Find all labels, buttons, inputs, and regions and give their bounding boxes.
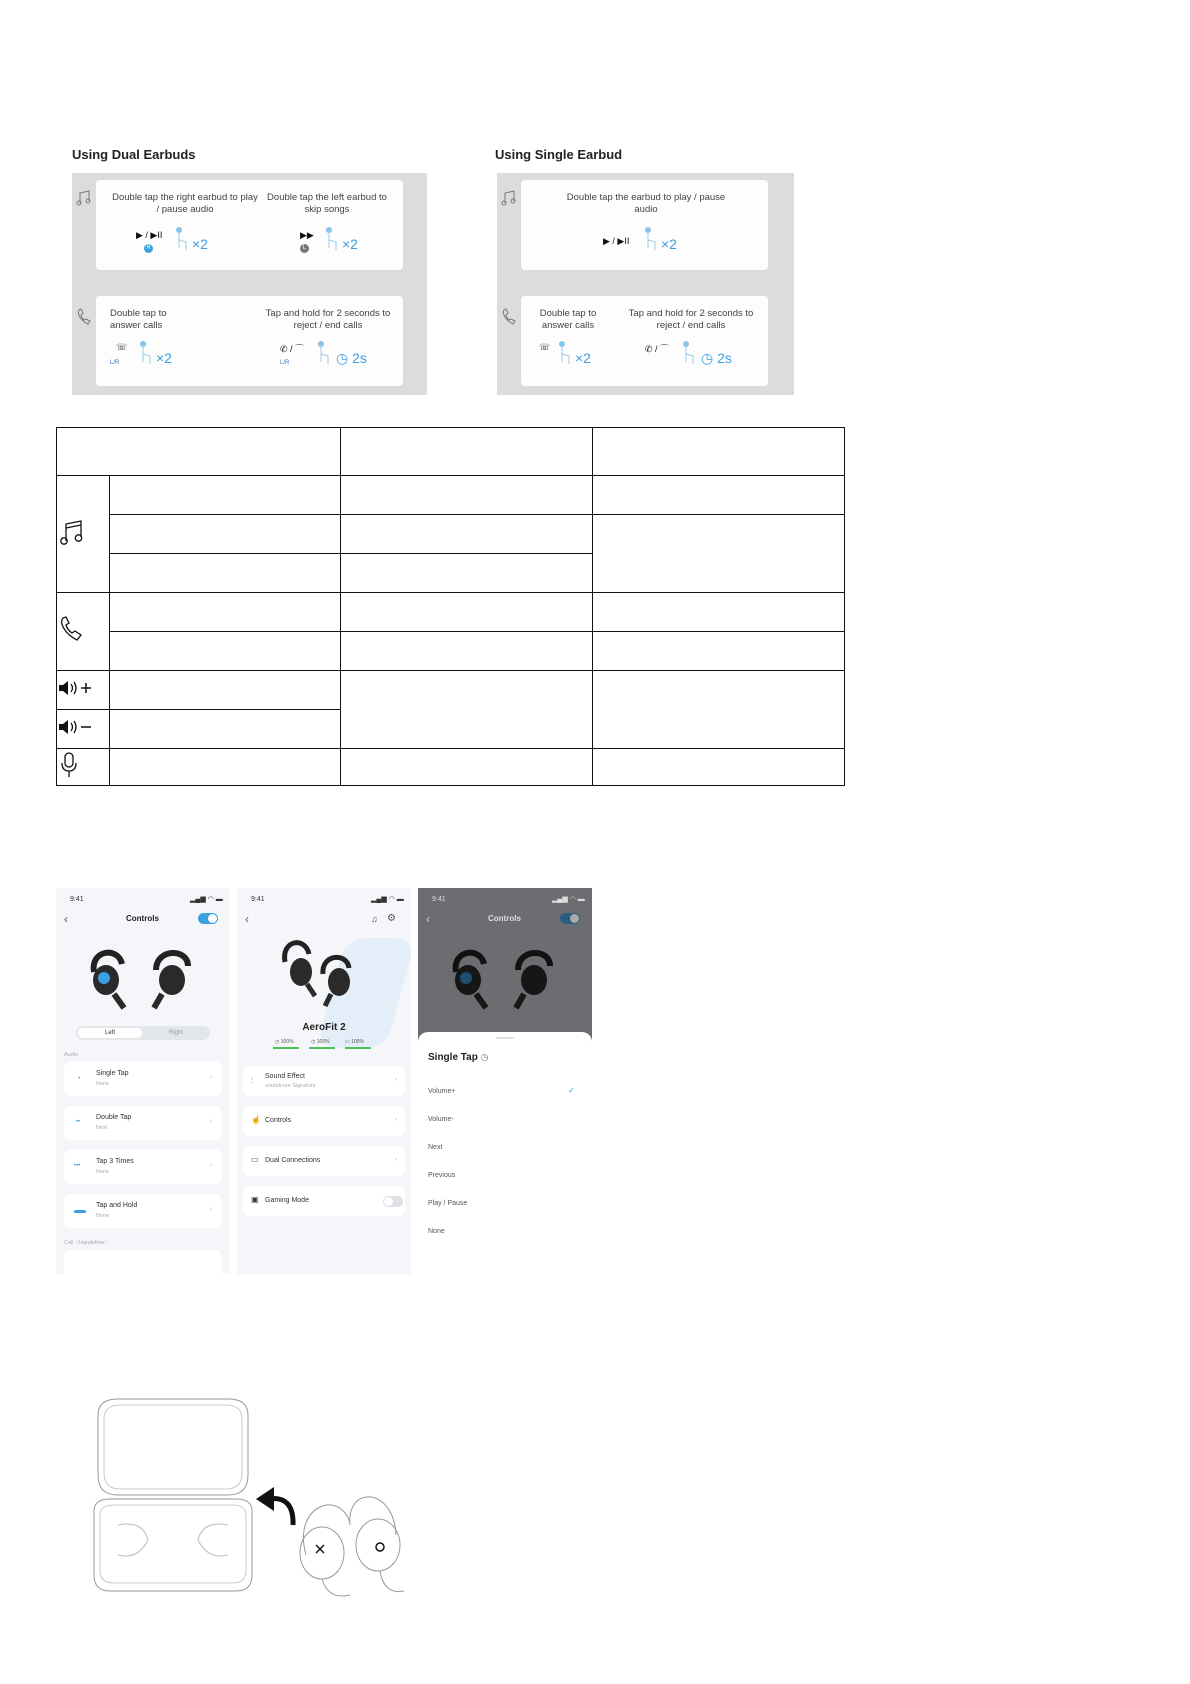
screen-title: Controls (126, 914, 159, 923)
status-icons: ▂▄▆ ◠ ▬ (371, 896, 404, 903)
table-cell (593, 749, 845, 786)
table-cell (593, 515, 845, 593)
controls-table (56, 427, 845, 786)
list-item-sound-effect[interactable] (243, 1066, 405, 1096)
seg-left[interactable]: Left (78, 1028, 142, 1038)
item-value: None (96, 1169, 110, 1175)
settings-gear-icon[interactable]: ⚙ (387, 913, 396, 924)
table-cell (593, 593, 845, 632)
gamepad-icon: ▣ (251, 1195, 259, 1204)
triple-dot-icon: ••• (74, 1163, 81, 1169)
option-next[interactable]: Next (428, 1144, 443, 1151)
single-dot-icon: • (78, 1076, 81, 1082)
option-volume-up[interactable]: Volume+ (428, 1088, 456, 1095)
list-item-tap-3[interactable] (64, 1150, 222, 1184)
list-item-single-tap[interactable] (64, 1062, 222, 1096)
screen-title: Controls (488, 914, 521, 923)
earbuds-image (446, 942, 566, 1012)
charging-case-illustration (88, 1395, 448, 1605)
option-none[interactable]: None (428, 1228, 445, 1235)
header-cell-action (57, 428, 341, 476)
back-icon[interactable]: ‹ (245, 912, 249, 926)
list-item-partial[interactable] (64, 1250, 222, 1274)
dual-skip-text: Double tap the left earbud to skip songs (267, 192, 387, 215)
battery-bar-right (309, 1047, 335, 1049)
badge-lr: L/R (110, 360, 120, 366)
option-play-pause[interactable]: Play / Pause (428, 1200, 468, 1207)
seg-right[interactable]: Right (168, 1030, 183, 1036)
single-card-call (521, 296, 768, 386)
back-icon[interactable]: ‹ (426, 912, 430, 926)
music-note-icon (76, 189, 92, 207)
mic-icon-cell (57, 749, 110, 786)
play-pause-symbol: ▶ / ▶II (136, 230, 163, 240)
table-cell (593, 632, 845, 671)
music-note-icon (501, 189, 517, 207)
status-icons: ▂▄▆ ◠ ▬ (552, 896, 585, 903)
hold-duration: 2s (717, 350, 732, 366)
music-row-icon-cell (57, 476, 110, 593)
sheet-title-text: Single Tap (428, 1052, 478, 1063)
battery-right: ◷ 100% (311, 1039, 330, 1045)
skip-symbol: ▶▶ (300, 230, 314, 240)
dual-play-text: Double tap the right earbud to play / pause audio (112, 192, 258, 215)
item-label: Dual Connections (265, 1157, 321, 1164)
table-cell (341, 554, 593, 593)
table-cell (593, 671, 845, 749)
header-cell-earbud (341, 428, 593, 476)
item-label: Sound Effect (265, 1073, 305, 1080)
touch-icon: ☝ (251, 1115, 261, 1124)
dual-panel (72, 173, 427, 395)
badge-lr-2: L/R (280, 360, 290, 366)
single-x2-b: ×2 (575, 350, 591, 366)
list-item-double-tap[interactable] (64, 1106, 222, 1140)
single-card-music (521, 180, 768, 270)
answer-call-icon: ☏ (539, 342, 551, 352)
tap-finger-icon (324, 226, 340, 254)
table-cell (341, 632, 593, 671)
table-cell (110, 749, 341, 786)
dual-title: Using Dual Earbuds (72, 147, 196, 162)
badge-left: L (300, 244, 309, 253)
tap-finger-icon (557, 340, 573, 368)
ear-segment-control[interactable] (76, 1026, 210, 1040)
list-item-dual-connections[interactable] (243, 1146, 405, 1176)
table-cell (341, 593, 593, 632)
sheet-title (428, 1052, 488, 1063)
dual-reject-text: Tap and hold for 2 seconds to reject / end calls (265, 308, 391, 331)
phone-single-tap-sheet (418, 888, 592, 1274)
chevron-right-icon: › (209, 1118, 212, 1125)
badge-right: R (144, 244, 153, 253)
item-value: Next (96, 1125, 108, 1131)
tap-finger-icon (174, 226, 190, 254)
earbuds-image (277, 934, 367, 1014)
table-cell (341, 476, 593, 515)
music-note-icon (59, 518, 85, 546)
single-x2-a: ×2 (661, 236, 677, 252)
chevron-right-icon: › (209, 1206, 212, 1213)
battery-case-value: 100% (351, 1039, 364, 1045)
reject-call-icon: ✆ / ⌒ (645, 344, 670, 354)
microphone-icon (59, 752, 79, 778)
controls-toggle[interactable] (560, 913, 580, 924)
table-cell (341, 749, 593, 786)
chevron-right-icon: › (394, 1116, 397, 1123)
single-reject-text: Tap and hold for 2 seconds to reject / end calls (628, 308, 754, 331)
table-cell (593, 476, 845, 515)
volume-down-icon (57, 717, 93, 737)
equalizer-icon: ⫶ (251, 1076, 253, 1085)
list-item-tap-hold[interactable] (64, 1194, 222, 1228)
item-label: Controls (265, 1117, 292, 1124)
item-label: Tap and Hold (96, 1202, 138, 1209)
headphone-icon[interactable]: ♫ (371, 914, 378, 924)
table-cell (110, 710, 341, 749)
single-panel (497, 173, 794, 395)
battery-left: ◷ 100% (275, 1039, 294, 1045)
item-label: Double Tap (96, 1114, 132, 1121)
status-time: 9:41 (70, 896, 84, 903)
table-cell (110, 515, 341, 554)
item-value: None (96, 1213, 110, 1219)
table-cell (110, 632, 341, 671)
single-answer-text: Double tap to answer calls (539, 308, 597, 331)
chevron-right-icon: › (394, 1076, 397, 1083)
dual-answer-text: Double tap to answer calls (110, 308, 167, 331)
play-pause-symbol: ▶ / ▶II (603, 236, 630, 246)
section-audio: Audio (64, 1052, 79, 1058)
item-label: Single Tap (96, 1070, 129, 1077)
table-cell (341, 671, 593, 749)
volume-down-icon-cell (57, 710, 110, 749)
devices-icon: ▭ (251, 1155, 259, 1164)
table-cell (110, 476, 341, 515)
clock-icon: ◷ (480, 1052, 489, 1062)
hold-duration: 2s (352, 350, 367, 366)
list-item-gaming-mode[interactable] (243, 1186, 405, 1216)
dual-card-call (96, 296, 403, 386)
tap-finger-icon (316, 340, 332, 368)
device-name: AeroFit 2 (302, 1022, 346, 1033)
item-value: None (96, 1081, 110, 1087)
single-play-text: Double tap the earbud to play / pause audio (566, 192, 726, 215)
back-icon[interactable]: ‹ (64, 912, 68, 926)
sheet-handle[interactable] (496, 1037, 514, 1039)
chevron-right-icon: › (394, 1156, 397, 1163)
item-value: soundcore Signature (265, 1083, 316, 1089)
section-call: Call（Handsfree） (64, 1240, 110, 1246)
header-cell-function (593, 428, 845, 476)
dual-x2-c: ×2 (156, 350, 172, 366)
tap-finger-icon (643, 226, 659, 254)
phone-icon (76, 308, 92, 326)
status-time: 9:41 (432, 896, 446, 903)
bottom-sheet (418, 1032, 592, 1274)
phone-controls-screen (56, 888, 230, 1274)
chevron-right-icon: › (209, 1074, 212, 1081)
dual-x2-b: ×2 (342, 236, 358, 252)
volume-up-icon (57, 678, 93, 698)
call-row-icon-cell (57, 593, 110, 671)
double-dot-icon: •• (76, 1119, 81, 1125)
gaming-mode-toggle[interactable] (383, 1196, 403, 1207)
hold-bar-icon (74, 1210, 86, 1213)
item-label: Tap 3 Times (96, 1158, 134, 1165)
table-cell (110, 554, 341, 593)
status-time: 9:41 (251, 896, 265, 903)
answer-call-icon: ☏ (116, 342, 128, 352)
table-cell (341, 515, 593, 554)
battery-bar-left (273, 1047, 299, 1049)
option-previous[interactable]: Previous (428, 1172, 456, 1179)
phone-device-screen (237, 888, 411, 1274)
volume-up-icon-cell (57, 671, 110, 710)
battery-bar-case (345, 1047, 371, 1049)
item-label: Gaming Mode (265, 1197, 309, 1204)
phone-icon (501, 308, 517, 326)
dual-card-music (96, 180, 403, 270)
checkmark-icon: ✓ (568, 1086, 575, 1095)
single-hold-2s: ◷ 2s (701, 350, 732, 366)
option-volume-down[interactable]: Volume- (428, 1116, 454, 1123)
battery-case: ▭ 100% (345, 1039, 364, 1045)
reject-call-icon: ✆ / ⌒ (280, 344, 305, 354)
single-title: Using Single Earbud (495, 147, 623, 162)
battery-right-value: 100% (316, 1039, 330, 1045)
dual-hold-2s: ◷ 2s (336, 350, 367, 366)
tap-finger-icon (138, 340, 154, 368)
table-cell (110, 671, 341, 710)
phone-icon (59, 616, 83, 642)
status-icons: ▂▄▆ ◠ ▬ (190, 896, 223, 903)
table-cell (110, 593, 341, 632)
battery-left-value: 100% (280, 1039, 294, 1045)
chevron-right-icon: › (209, 1162, 212, 1169)
earbuds-image (84, 942, 204, 1012)
controls-toggle[interactable] (198, 913, 218, 924)
dual-x2-a: ×2 (192, 236, 208, 252)
tap-finger-icon (681, 340, 697, 368)
list-item-controls[interactable] (243, 1106, 405, 1136)
